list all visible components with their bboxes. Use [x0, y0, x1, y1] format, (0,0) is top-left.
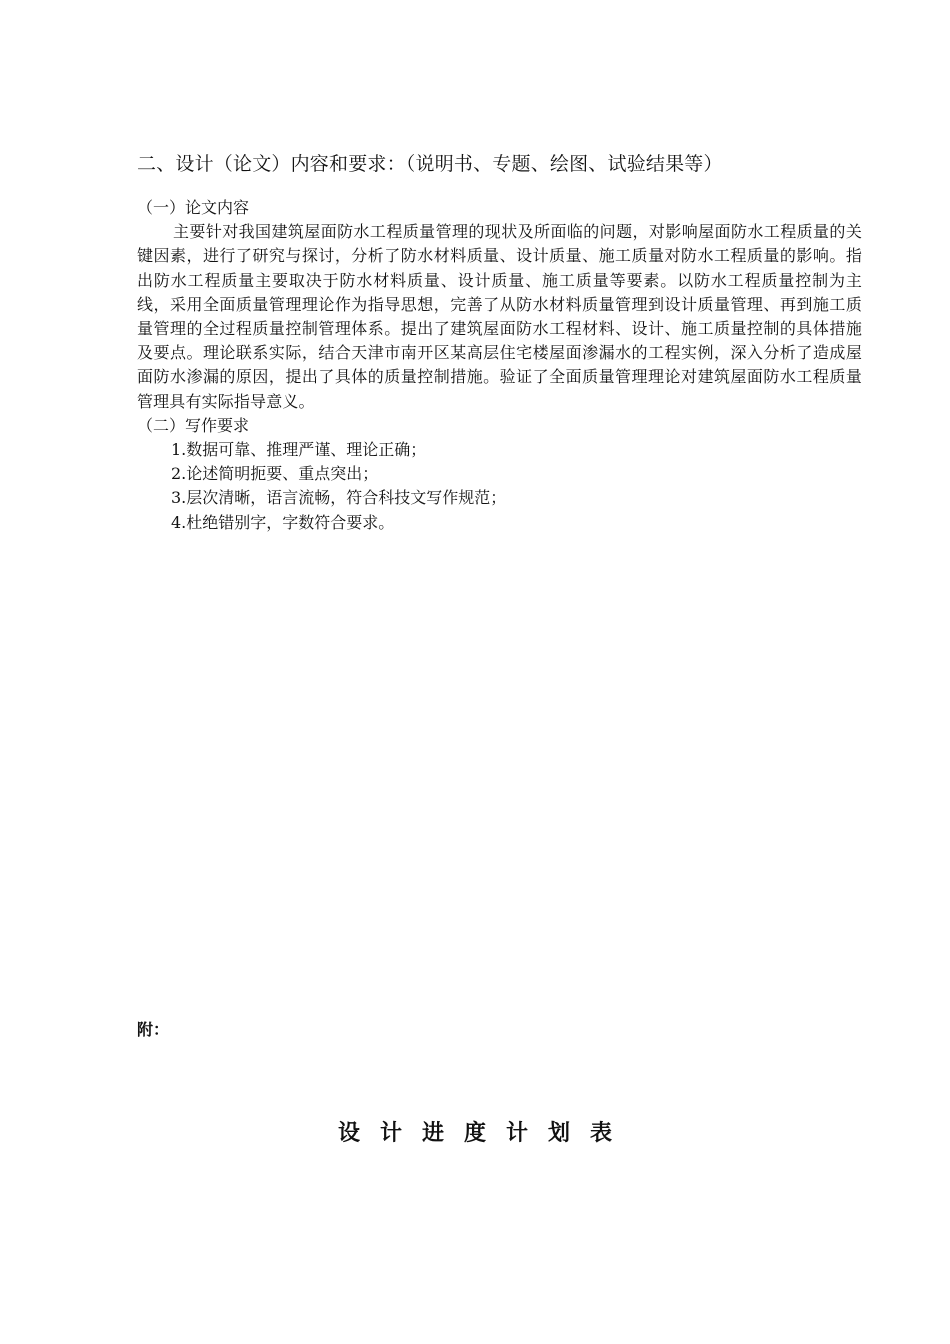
list-item: 2.论述简明扼要、重点突出； [171, 464, 379, 484]
schedule-title: 设计进度计划表 [337, 1121, 632, 1146]
section-heading: 二、设计（论文）内容和要求：（说明书、专题、绘图、试验结果等） [137, 153, 723, 175]
writing-requirements-subheading: （二）写作要求 [137, 415, 250, 435]
writing-requirements-list [137, 438, 862, 535]
thesis-content-paragraph: 主要针对我国建筑屋面防水工程质量管理的现状及所面临的问题，对影响屋面防水工程质量的关键因素，进行了研究与探讨，分析了防水材料质量、设计质量、施工质量对防水工程质量的影响。指出防水工程质量主要取决于防水材料质量、设计质量、施工质量等要素。以防水工程质量控制为主线，采用全面质量管理理论作为指导思想，完善了从防水材料质量管理到设计质量管理、再到施工质量管理的全过程质量控制管理体系。提出了建筑屋面防水工程材料、设计、施工质量控制的具体措施及要点。理论联系实际，结合天津市南开区某高层住宅楼屋面渗漏水的工程实例，深入分析了造成屋面防水渗漏的原因，提出了具体的质量控制措施。验证了全面质量管理理论对建筑屋面防水工程质量管理具有实际指导意义。 [137, 222, 862, 411]
list-item: 4.杜绝错别字，字数符合要求。 [171, 512, 395, 532]
thesis-content-subheading: （一）论文内容 [137, 198, 250, 217]
appendix-label: 附： [137, 1020, 170, 1039]
list-item: 3.层次清晰，语言流畅，符合科技文写作规范； [171, 488, 507, 508]
list-item: 1.数据可靠、推理严谨、理论正确； [171, 440, 427, 460]
content-block [137, 196, 862, 535]
